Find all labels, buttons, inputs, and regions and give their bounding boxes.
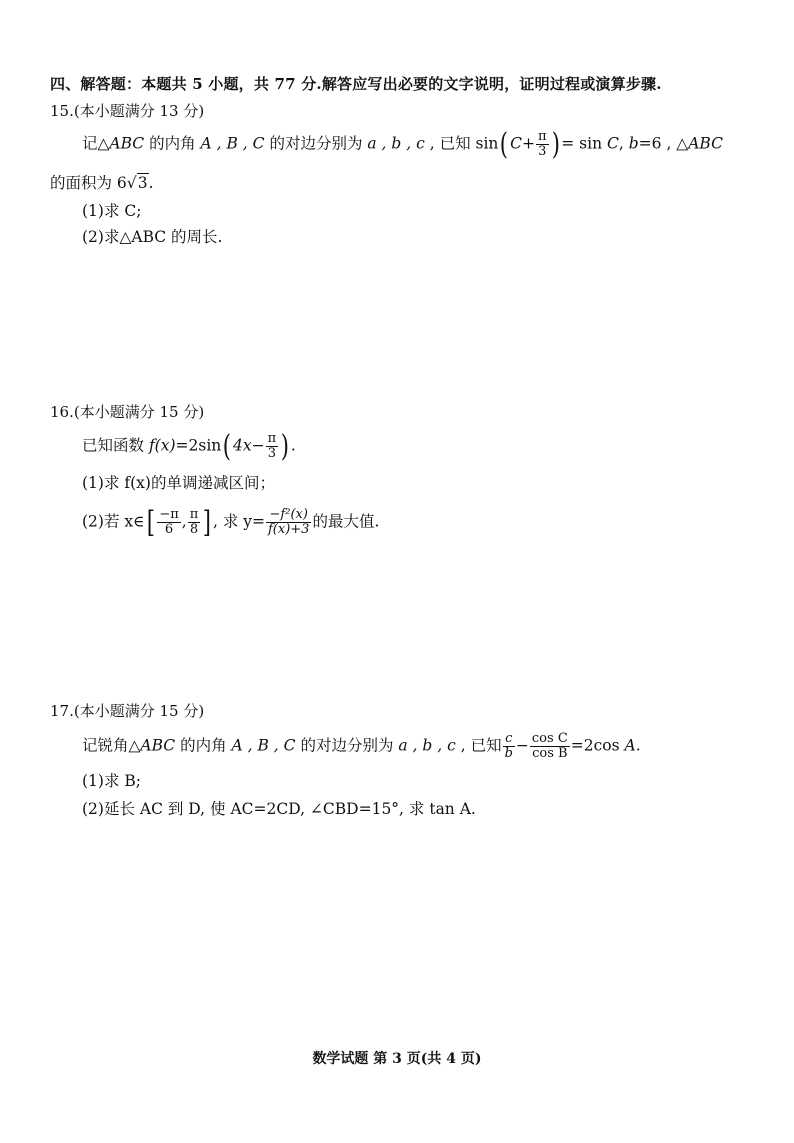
- q15-side-vars: a , b , c: [367, 134, 425, 153]
- q17-var-a: A: [624, 736, 636, 755]
- fraction-numerator: π: [537, 129, 547, 144]
- fraction-denominator: b: [504, 746, 513, 761]
- q15-heading: 15.(本小题满分 13 分): [50, 102, 205, 120]
- q15-pi-over-3: [536, 130, 549, 159]
- fraction-denominator: 6: [164, 522, 174, 537]
- q17-minus: −: [515, 736, 529, 755]
- fraction-numerator: −π: [159, 507, 179, 522]
- fraction-denominator: f(x)+3: [268, 522, 310, 537]
- q16-pi-over-3: [266, 432, 279, 461]
- section-title: 四、解答题：本题共 5 小题，共 77 分.解答应写出必要的文字说明，证明过程或演算步骤.: [50, 75, 662, 93]
- q16-sub1: (1)求 f(x)的单调递减区间；: [82, 474, 275, 492]
- q15-angle-vars: A , B , C: [200, 134, 265, 153]
- fraction-numerator: cos C: [531, 731, 568, 746]
- q16-stem-text: .: [290, 436, 296, 455]
- fraction-denominator: 3: [538, 144, 547, 159]
- q17-c-over-b: [503, 732, 515, 761]
- fraction-denominator: cos B: [532, 746, 568, 761]
- q16-inner-expr: 4x−: [232, 436, 265, 455]
- sqrt-radicand: 3: [137, 174, 148, 192]
- q17-stem-text: 的对边分别为: [295, 736, 399, 755]
- q15-var-c: C: [607, 134, 619, 153]
- q15-area-text: .: [148, 174, 154, 192]
- q16-function: f(x): [148, 436, 176, 455]
- fraction-numerator: π: [189, 507, 199, 522]
- right-paren: ): [280, 428, 290, 464]
- left-paren: (: [223, 428, 232, 464]
- q17-stem-text: .: [635, 736, 641, 755]
- q16-neg-pi-over-6: [157, 508, 180, 537]
- q17-stem-text: 的内角: [175, 736, 232, 755]
- q17-side-vars: a , b , c: [398, 736, 456, 755]
- q15-sub1: (1)求 C;: [82, 202, 142, 220]
- fraction-numerator: c: [503, 732, 515, 747]
- q15-stem: [82, 126, 723, 162]
- q17-stem-text: , 已知: [455, 736, 502, 755]
- q15-sub2: (2)求△ABC 的周长.: [82, 228, 223, 246]
- sqrt-symbol: √3: [126, 174, 148, 192]
- q17-stem: [82, 732, 641, 761]
- q16-heading: 16.(本小题满分 15 分): [50, 403, 205, 421]
- q17-stem-text: 记锐角△: [82, 736, 141, 755]
- left-bracket: [: [146, 504, 155, 540]
- q15-var-b: b: [628, 134, 639, 153]
- q15-stem-text: 记△: [82, 134, 110, 153]
- q15-stem-text: 的对边分别为: [264, 134, 368, 153]
- fraction-numerator: −f²(x): [266, 508, 311, 523]
- fraction-denominator: 3: [267, 446, 276, 461]
- q17-cosc-over-cosb: [530, 732, 570, 761]
- fraction-numerator: π: [267, 431, 277, 446]
- fraction-denominator: 8: [189, 522, 199, 537]
- q17-heading: 17.(本小题满分 15 分): [50, 702, 205, 720]
- q15-stem-text: ,: [618, 134, 629, 153]
- q17-sub2: (2)延长 AC 到 D, 使 AC=2CD, ∠CBD=15°, 求 tan A.: [82, 800, 476, 818]
- q15-stem-text: 的内角: [144, 134, 201, 153]
- q16-y-fraction: [266, 508, 311, 537]
- q17-sub1: (1)求 B;: [82, 772, 141, 790]
- q16-sub2-text: , 求 y=: [212, 512, 265, 531]
- q17-angle-vars: A , B , C: [231, 736, 296, 755]
- q17-triangle-name: ABC: [140, 736, 176, 755]
- q16-stem: [82, 428, 296, 464]
- q16-sub2-text: 的最大值.: [312, 512, 380, 531]
- q15-stem-text: = sin: [561, 134, 607, 153]
- q16-stem-text: =2sin: [175, 436, 222, 455]
- q15-stem-text: , 已知 sin: [424, 134, 499, 153]
- right-bracket: ]: [203, 504, 212, 540]
- q15-area: [50, 172, 154, 194]
- q15-area-text: 的面积为 6: [50, 174, 127, 192]
- q15-inner-expr: C+: [510, 134, 535, 153]
- q15-triangle-name: ABC: [688, 134, 723, 153]
- right-paren: ): [551, 126, 560, 162]
- q15-triangle-name: ABC: [109, 134, 145, 153]
- q15-stem-text: =6 , △: [638, 134, 689, 153]
- q16-pi-over-8: [188, 508, 201, 537]
- page-footer: 数学试题 第 3 页(共 4 页): [312, 1051, 482, 1067]
- left-paren: (: [500, 126, 509, 162]
- q17-stem-text: =2cos: [570, 736, 625, 755]
- q16-sub2-text: (2)若 x∈: [82, 512, 145, 531]
- q16-stem-text: 已知函数: [82, 436, 149, 455]
- q16-sub2: (2)若 x∈[ $\frac{-\pi}{6}$ , $\frac{\pi}{8}$ ] , 求 y= $\frac{\text{−f²(x)}}{f(x)+3}$ 的最大值.: [82, 504, 380, 540]
